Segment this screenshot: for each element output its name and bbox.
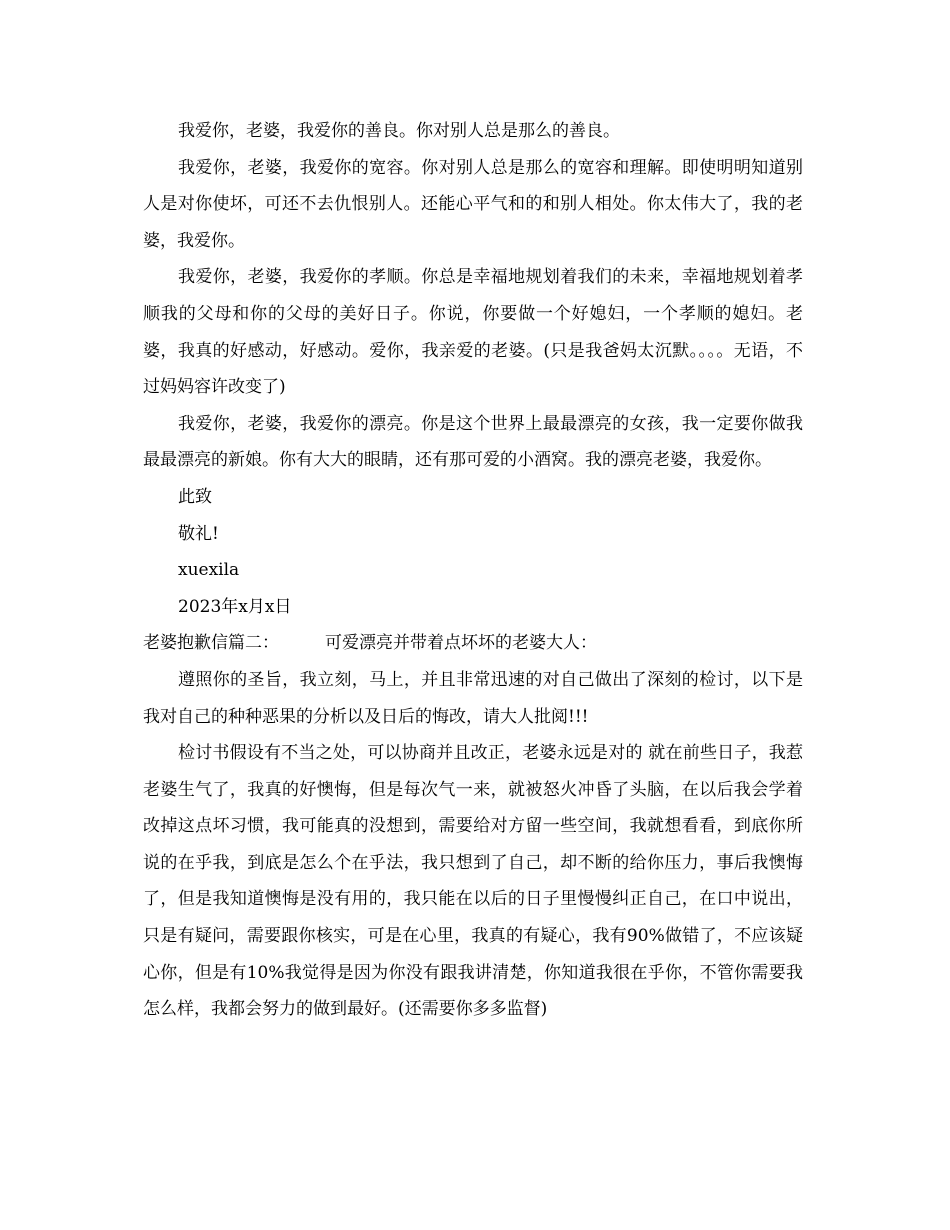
closing-line-1: 此致: [178, 486, 212, 507]
letter-one-paragraph-4: 我爱你，老婆，我爱你的漂亮。你是这个世界上最最漂亮的女孩，我一定要你做我最最漂亮的新娘。你有大大的眼睛，还有那可爱的小酒窝。我的漂亮老婆，我爱你。: [143, 413, 803, 471]
signature: xuexila: [178, 560, 240, 581]
letter-one-paragraph-1: 我爱你，老婆，我爱你的善良。你对别人总是那么的善良。: [178, 121, 620, 141]
letter-two-paragraph-1: 遵照你的圣旨，我立刻，马上，并且非常迅速的对自己做出了深刻的检讨，以下是我对自己的种种恶果的分析以及日后的悔改，请大人批阅!!!: [143, 669, 803, 727]
letter-one-paragraph-2: 我爱你，老婆，我爱你的宽容。你对别人总是那么的宽容和理解。即使明明知道别人是对你使坏，可还不去仇恨别人。还能心平气和的和别人相处。你太伟大了，我的老婆，我爱你。: [143, 157, 803, 251]
letter-date: 2023年x月x日: [178, 596, 292, 617]
closing-line-2: 敬礼!: [178, 523, 219, 544]
document-body: [143, 113, 803, 1028]
letter-two-paragraph-2: 检讨书假设有不当之处，可以协商并且改正，老婆永远是对的 就在前些日子，我惹老婆生气了，我真的好懊悔，但是每次气一来，就被怒火冲昏了头脑，在以后我会学着改掉这点坏习惯，我可能真的没想到，需要给对方留一些空间，我就想看看，到底你所说的在乎我，到底是怎么个在乎法，我只想到了自己，却不断的给你压力，事后我懊悔了，但是我知道懊悔是没有用的，我只能在以后的日子里慢慢纠正自己，在口中说出，只是有疑问，需要跟你核实，可是在心里，我真的有疑心，我有90%做错了，不应该疑心你，但是有10%我觉得是因为你没有跟我讲清楚，你知道我很在乎你，不管你需要我怎么样，我都会努力的做到最好。(还需要你多多监督): [143, 743, 803, 1020]
letter-two-title: 老婆抱歉信篇二：: [143, 633, 279, 654]
letter-two-heading: [143, 625, 803, 662]
letter-two-salutation: 可爱漂亮并带着点坏坏的老婆大人：: [325, 633, 597, 654]
letter-one-paragraph-3: 我爱你，老婆，我爱你的孝顺。你总是幸福地规划着我们的未来，幸福地规划着孝顺我的父母和你的父母的美好日子。你说，你要做一个好媳妇，一个孝顺的媳妇。老婆，我真的好感动，好感动。爱你，我亲爱的老婆。(只是我爸妈太沉默。。。。无语，不过妈妈容许改变了): [143, 267, 803, 398]
